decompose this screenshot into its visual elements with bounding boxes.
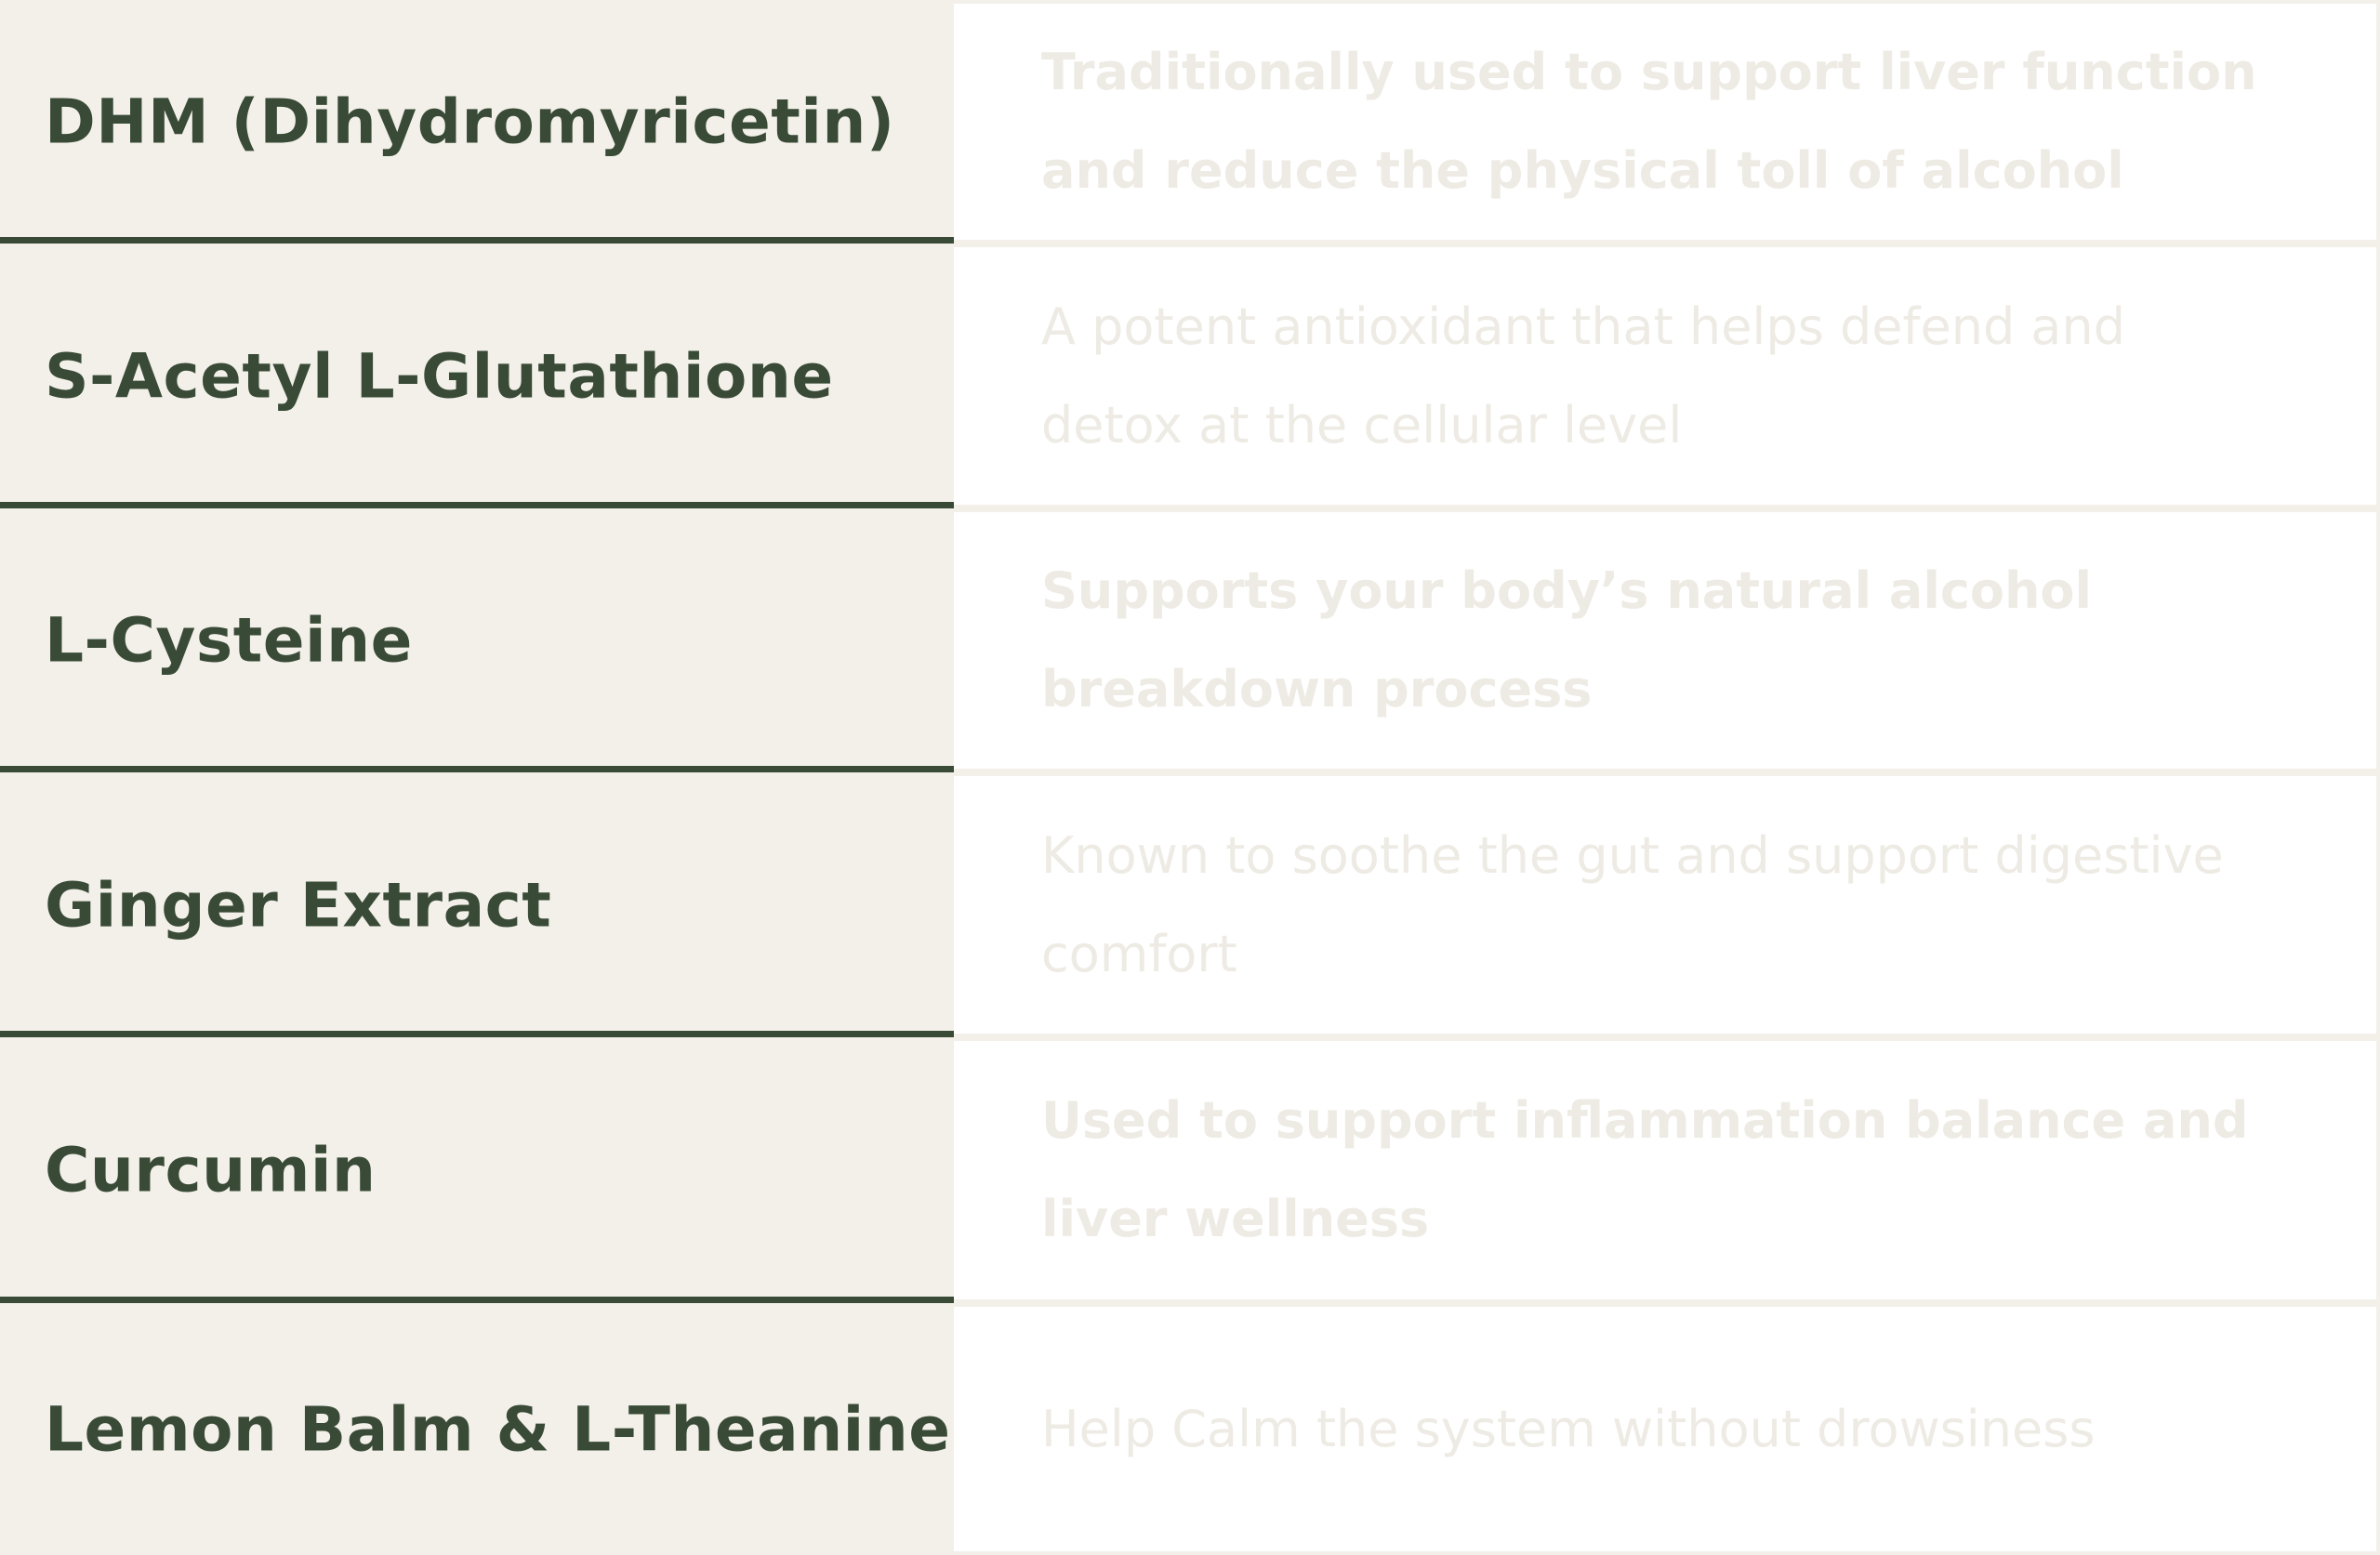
ingredient-name: DHM (Dihydromyricetin) <box>45 86 895 158</box>
ingredient-description: Known to soothe the gut and support digestive comfort <box>1041 825 2224 983</box>
description-cell <box>954 247 2376 505</box>
table-row <box>0 1037 2380 1303</box>
description-cell <box>954 1307 2376 1551</box>
ingredient-cell <box>0 0 954 244</box>
table-row <box>0 244 2380 508</box>
description-cell <box>954 4 2376 240</box>
table-row <box>0 772 2380 1037</box>
ingredient-description: Help Calm the system without drowsiness <box>1041 1399 2096 1458</box>
ingredient-description: Used to support inflammation balance and liver wellness <box>1041 1091 2249 1248</box>
ingredient-name: Ginger Extract <box>45 869 552 941</box>
ingredient-description: Traditionally used to support liver function and reduce the physical toll of alcohol <box>1041 43 2257 200</box>
description-cell <box>954 776 2376 1034</box>
description-cell <box>954 1041 2376 1299</box>
ingredient-cell <box>0 1303 954 1555</box>
ingredient-cell <box>0 1037 954 1303</box>
ingredient-name: L-Cysteine <box>45 604 413 677</box>
ingredient-description: A potent antioxidant that helps defend and detox at the cellular level <box>1041 297 2125 455</box>
ingredient-name: Curcumin <box>45 1134 377 1206</box>
ingredient-cell <box>0 508 954 772</box>
ingredient-cell <box>0 244 954 508</box>
table-row <box>0 508 2380 772</box>
ingredient-name: S-Acetyl L-Glutathione <box>45 340 834 412</box>
ingredient-cell <box>0 772 954 1037</box>
ingredient-name: Lemon Balm & L-Theanine <box>45 1393 951 1465</box>
table-row <box>0 0 2380 244</box>
description-cell <box>954 512 2376 769</box>
table-row <box>0 1303 2380 1555</box>
ingredient-description: Supports your body’s natural alcohol breakdown process <box>1041 561 2092 718</box>
